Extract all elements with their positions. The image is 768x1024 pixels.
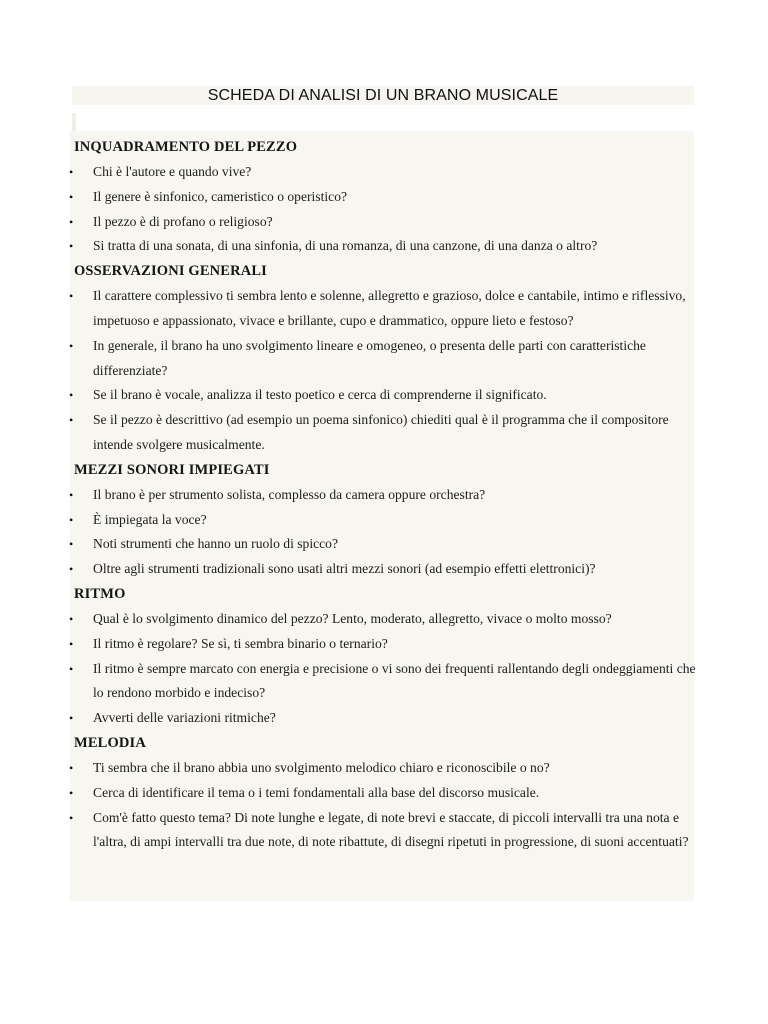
bullet-icon: • bbox=[69, 338, 74, 353]
list-item-text: Avverti delle variazioni ritmiche? bbox=[93, 710, 276, 726]
question-list bbox=[0, 756, 768, 855]
bullet-icon: • bbox=[69, 214, 74, 229]
bullet-icon: • bbox=[69, 165, 74, 179]
question-list bbox=[0, 483, 768, 582]
list-item-text: Cerca di identificare il tema o i temi fondamentali alla base del discorso musicale. bbox=[93, 784, 540, 800]
list-item-text: Il pezzo è di profano o religioso? bbox=[93, 213, 273, 229]
bullet-icon: • bbox=[69, 413, 74, 428]
list-item bbox=[0, 483, 768, 508]
list-item bbox=[0, 806, 768, 856]
list-item-text: Se il brano è vocale, analizza il testo poetico e cerca di comprenderne il significato. bbox=[93, 387, 547, 403]
bullet-icon: • bbox=[69, 785, 74, 800]
section-melodia bbox=[0, 731, 768, 855]
bullet-icon: • bbox=[69, 388, 74, 403]
list-item bbox=[0, 532, 768, 557]
section-heading: INQUADRAMENTO DEL PEZZO bbox=[74, 139, 298, 155]
list-item bbox=[0, 508, 768, 533]
section-heading: MELODIA bbox=[74, 734, 146, 751]
question-list bbox=[0, 284, 768, 458]
bullet-icon: • bbox=[69, 189, 74, 204]
bullet-icon: • bbox=[69, 810, 74, 825]
bullet-icon: • bbox=[69, 661, 74, 676]
section-heading: MEZZI SONORI IMPIEGATI bbox=[74, 461, 270, 478]
list-item-text: Se il pezzo è descrittivo (ad esempio un poema sinfonico) chiediti qual è il programma che il compositore intende svolgere musicalmente. bbox=[93, 412, 669, 452]
list-item bbox=[0, 706, 768, 731]
question-list bbox=[0, 160, 768, 259]
bullet-icon: • bbox=[69, 512, 74, 527]
section-heading: RITMO bbox=[74, 585, 126, 602]
list-item bbox=[0, 210, 768, 235]
list-item bbox=[0, 234, 768, 259]
list-item-text: Chi è l'autore e quando vive? bbox=[93, 164, 252, 179]
list-item-text: Il carattere complessivo ti sembra lento e solenne, allegretto e grazioso, dolce e cantabile, intimo e riflessivo, impetuoso e appassionato, vivace e brillante, cupo e drammatico, oppure lieto e festoso? bbox=[93, 288, 686, 328]
list-item-text: Com'è fatto questo tema? Di note lunghe e legate, di note brevi e staccate, di piccoli intervalli tra una nota e l'altra, di ampi intervalli tra due note, di note ribattute, di disegni ripetuti in progressione, di suoni accentuati? bbox=[93, 809, 689, 850]
bullet-icon: • bbox=[69, 289, 74, 304]
list-item bbox=[0, 657, 768, 707]
title-marker bbox=[72, 113, 76, 131]
list-item-text: Noti strumenti che hanno un ruolo di spicco? bbox=[93, 536, 339, 552]
bullet-icon: • bbox=[69, 711, 74, 726]
section-heading: OSSERVAZIONI GENERALI bbox=[74, 263, 267, 280]
list-item bbox=[0, 383, 768, 408]
bullet-icon: • bbox=[69, 537, 74, 552]
list-item bbox=[0, 160, 768, 185]
list-item-text: In generale, il brano ha uno svolgimento lineare e omogeneo, o presenta delle parti con caratteristiche differenziate? bbox=[93, 337, 646, 378]
list-item-text: Il brano è per strumento solista, complesso da camera oppure orchestra? bbox=[93, 486, 486, 502]
list-item bbox=[0, 781, 768, 806]
bullet-icon: • bbox=[69, 239, 74, 254]
list-item-text: Il ritmo è regolare? Se sì, ti sembra binario o ternario? bbox=[93, 635, 388, 651]
list-item-text: Si tratta di una sonata, di una sinfonia, di una romanza, di una canzone, di una danza o altro? bbox=[93, 238, 598, 254]
section-osservazioni bbox=[0, 259, 768, 458]
list-item-text: È impiegata la voce? bbox=[93, 511, 207, 527]
section-inquadramento bbox=[0, 135, 768, 259]
list-item-text: Qual è lo svolgimento dinamico del pezzo? Lento, moderato, allegretto, vivace o molto mosso? bbox=[93, 610, 612, 626]
bullet-icon: • bbox=[69, 611, 74, 626]
list-item-text: Ti sembra che il brano abbia uno svolgimento melodico chiaro e riconoscibile o no? bbox=[93, 759, 550, 775]
list-item-text: Oltre agli strumenti tradizionali sono usati altri mezzi sonori (ad esempio effetti elettronici)? bbox=[93, 561, 596, 577]
list-item-text: Il ritmo è sempre marcato con energia e precisione o vi sono dei frequenti rallentando degli ondeggiamenti che lo rendono morbido e indeciso? bbox=[93, 660, 696, 701]
bullet-icon: • bbox=[69, 562, 74, 577]
list-item bbox=[0, 557, 768, 582]
question-list bbox=[0, 607, 768, 731]
list-item bbox=[0, 284, 768, 334]
bullet-icon: • bbox=[69, 487, 74, 502]
list-item bbox=[0, 632, 768, 657]
list-item bbox=[0, 756, 768, 781]
list-item bbox=[0, 334, 768, 384]
section-ritmo bbox=[0, 582, 768, 731]
page-title: SCHEDA DI ANALISI DI UN BRANO MUSICALE bbox=[207, 87, 559, 104]
list-item-text: Il genere è sinfonico, cameristico o operistico? bbox=[93, 188, 348, 204]
bullet-icon: • bbox=[69, 760, 74, 775]
document-body bbox=[0, 135, 768, 855]
list-item bbox=[0, 607, 768, 632]
list-item bbox=[0, 408, 768, 458]
list-item bbox=[0, 185, 768, 210]
bullet-icon: • bbox=[69, 636, 74, 651]
section-mezzi-sonori bbox=[0, 458, 768, 582]
